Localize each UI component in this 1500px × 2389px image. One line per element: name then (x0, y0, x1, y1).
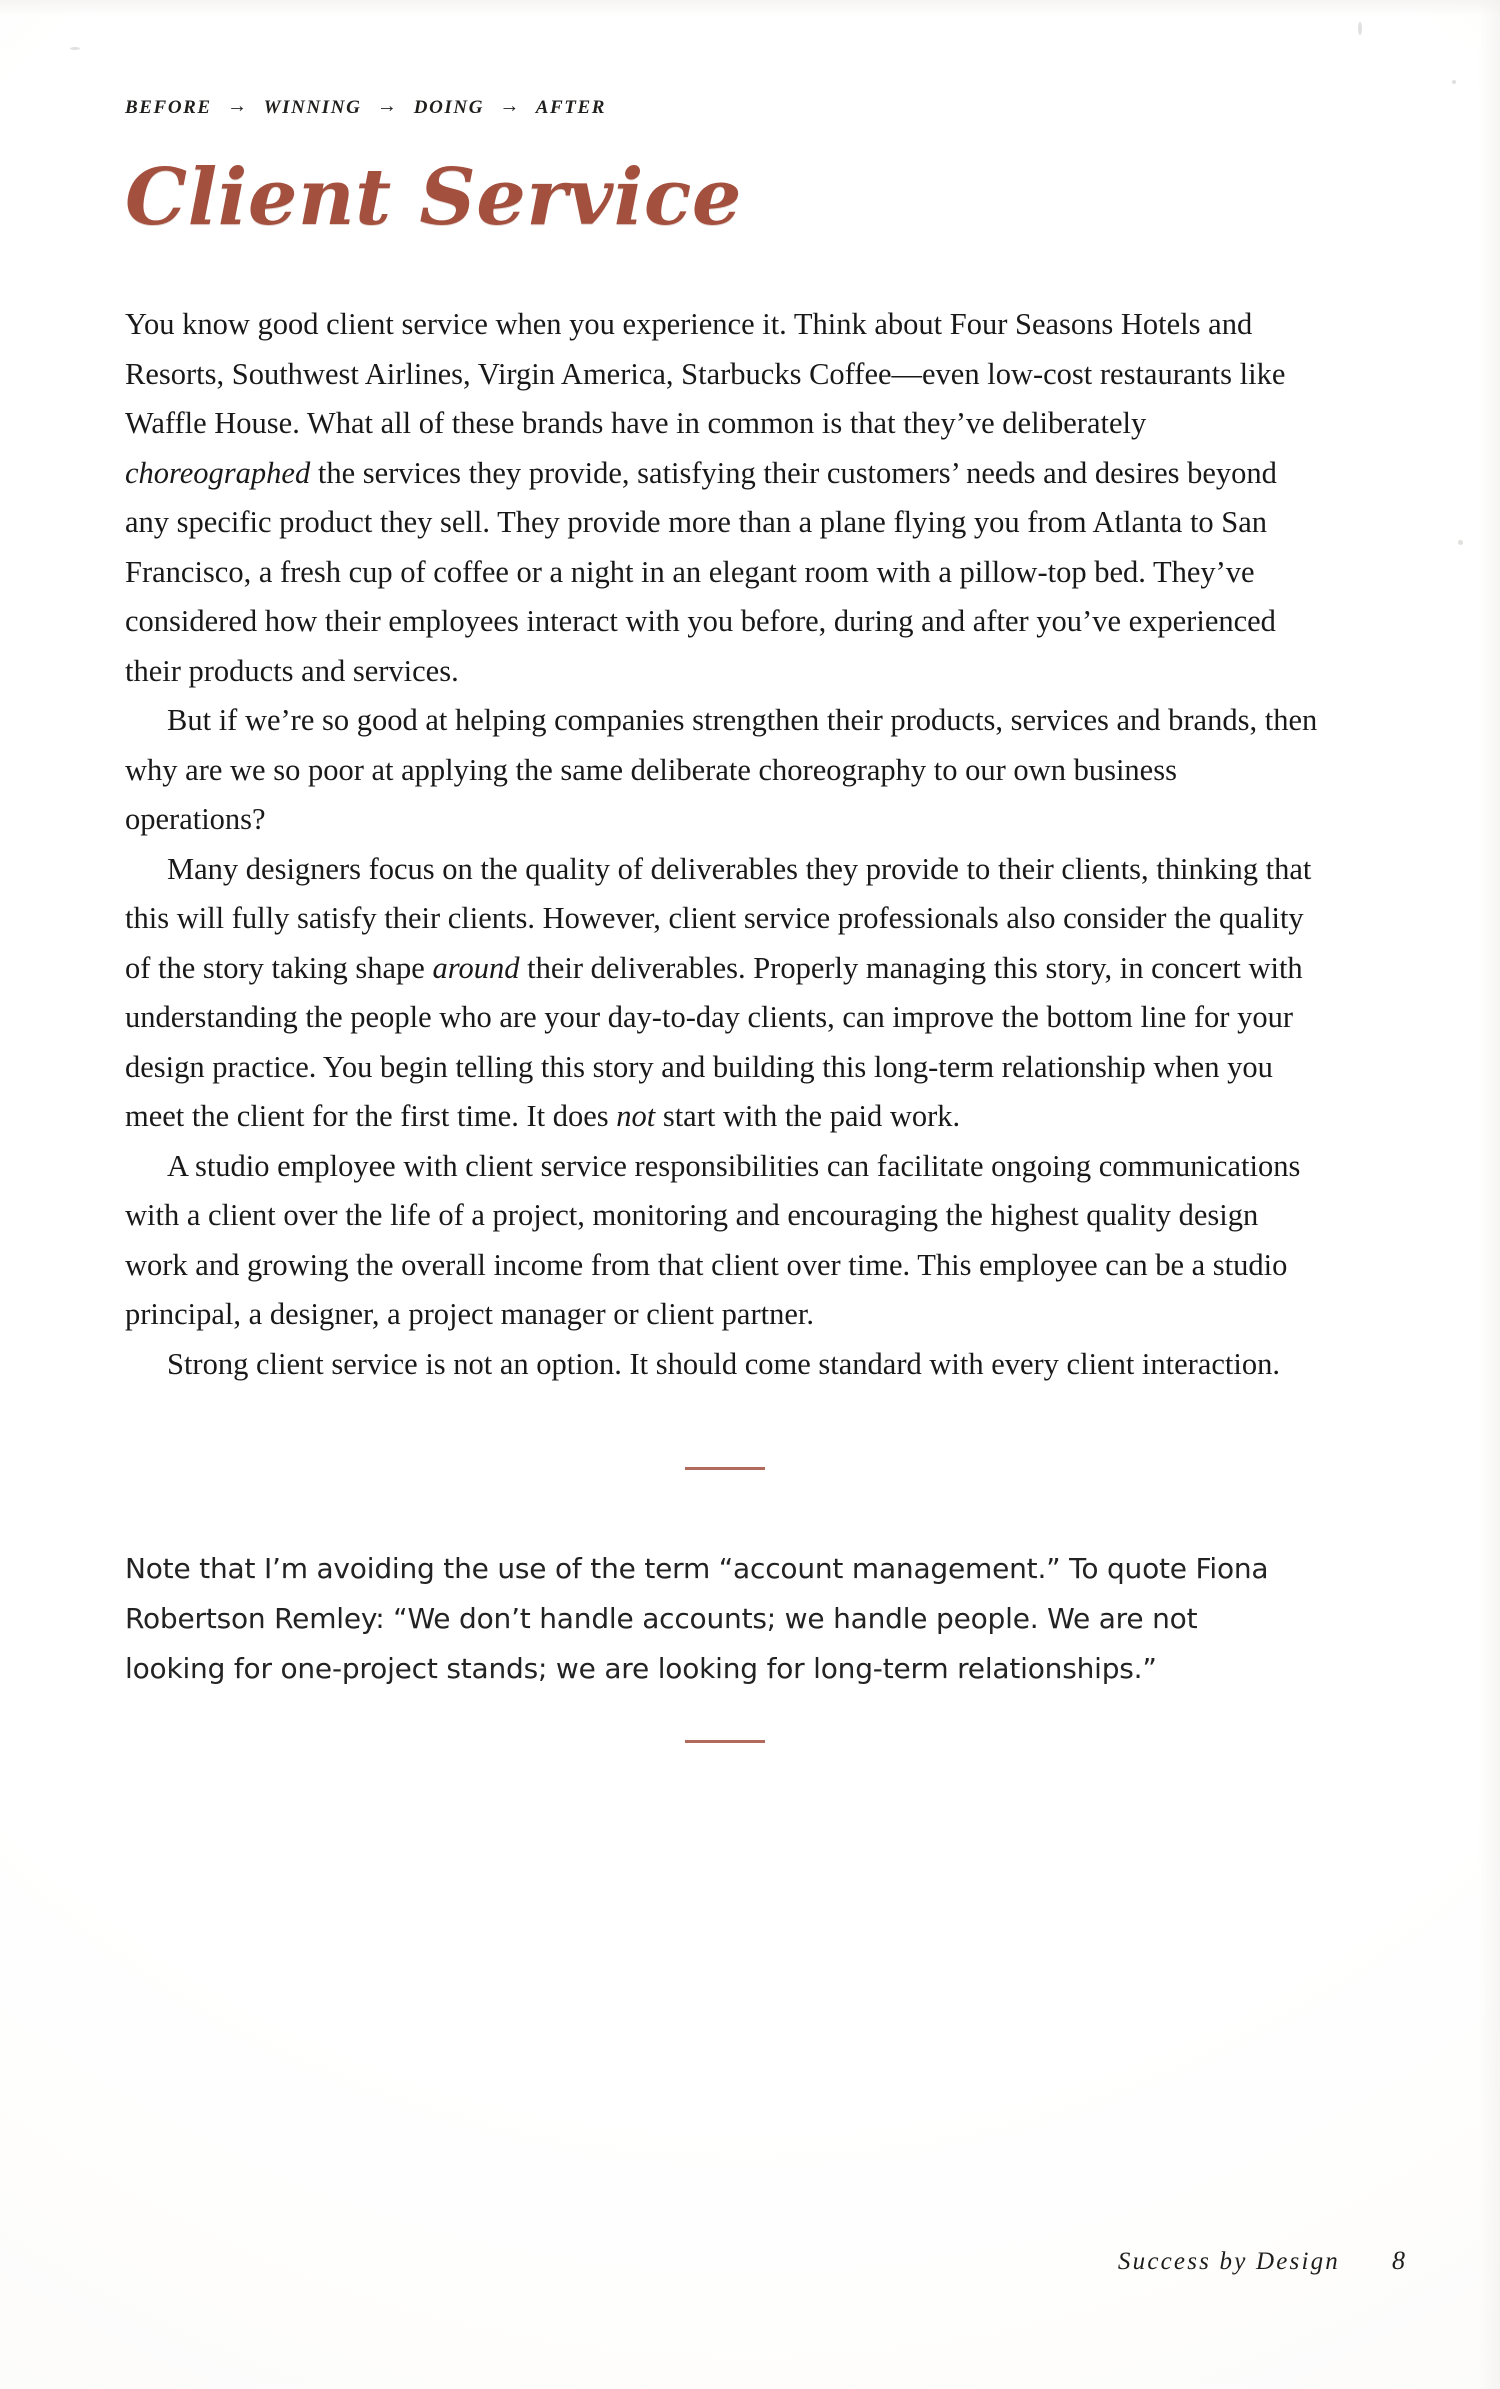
body-paragraph (125, 845, 1320, 1142)
note-block (125, 1544, 1285, 1694)
arrow-right-icon: → (499, 95, 522, 117)
emphasis-text: choreographed (125, 455, 311, 490)
body-text: the services they provide, satisfying their customers’ needs and desires beyond any specific product they sell. They provide more than a plane flying you from Atlanta to San Francisco, a fresh cup of coffee or a night in an elegant room with a pillow-top bed. They’ve considered how their employees interact with you before, during and after you’ve experienced their products and services. (125, 455, 1277, 688)
scan-speck (1458, 540, 1463, 545)
body-text: Many designers focus on the quality of deliverables they provide to their clients, thinking that this will fully satisfy their clients. However, client service professionals also consider the quality of the story taking shape (125, 851, 1312, 985)
body-text: Strong client service is not an option. It should come standard with every client interaction. (167, 1346, 1280, 1381)
body-text: But if we’re so good at helping companies strengthen their products, services and brands, then why are we so poor at applying the same deliberate choreography to our own business operations? (125, 703, 1318, 837)
body-text: start with the paid work. (655, 1099, 961, 1134)
breadcrumb-item-winning[interactable]: WINNING (263, 97, 362, 118)
divider-rule-top (685, 1467, 765, 1470)
body-text: A studio employee with client service responsibilities can facilitate ongoing communications with a client over the life of a project, monitoring and encouraging the highest quality design work and growing the overall income from that client over time. This employee can be a studio principal, a designer, a project manager or client partner. (125, 1148, 1301, 1332)
emphasis-text: around (432, 950, 520, 985)
page-title: Client Service (125, 152, 742, 243)
breadcrumb-item-doing[interactable]: DOING (413, 97, 485, 118)
page-number: 8 (1392, 2246, 1405, 2275)
breadcrumb-item-before[interactable]: BEFORE (125, 97, 212, 118)
body-paragraph (125, 300, 1320, 696)
page-content (125, 0, 1325, 1743)
body-paragraph (125, 1340, 1320, 1390)
scan-edge-right (1478, 0, 1500, 2389)
note-text: Note that I’m avoiding the use of the term “account management.” To quote Fiona Robertson Remley: “We don’t handle accounts; we handle people. We are not looking for one-project stands; we are looking for long-term relationships.” (125, 1552, 1269, 1686)
body-text: You know good client service when you experience it. Think about Four Seasons Hotels and Resorts, Southwest Airlines, Virgin America, Starbucks Coffee—even low-cost restaurants like Waffle House. What all of these brands have in common is that they’ve deliberately (125, 307, 1286, 441)
arrow-right-icon: → (376, 95, 399, 117)
arrow-right-icon: → (227, 95, 249, 117)
scan-speck (1358, 22, 1362, 35)
divider-rule-bottom (685, 1740, 765, 1743)
body-paragraph (125, 696, 1320, 845)
page-footer (125, 2246, 1405, 2276)
scan-speck (70, 47, 80, 50)
body-paragraph (125, 1142, 1320, 1340)
footer-book-title: Success by Design (1117, 2248, 1340, 2275)
body-copy (125, 300, 1320, 1389)
scan-speck (1452, 80, 1456, 84)
breadcrumb-item-after[interactable]: AFTER (535, 97, 606, 118)
emphasis-text: not (616, 1099, 656, 1134)
body-text: their deliverables. Properly managing this story, in concert with understanding the people who are your day-to-day clients, can improve the bottom line for your design practice. You begin telling this story and building this long-term relationship when you meet the client for the first time. It does (125, 950, 1303, 1134)
breadcrumb (125, 96, 1325, 119)
